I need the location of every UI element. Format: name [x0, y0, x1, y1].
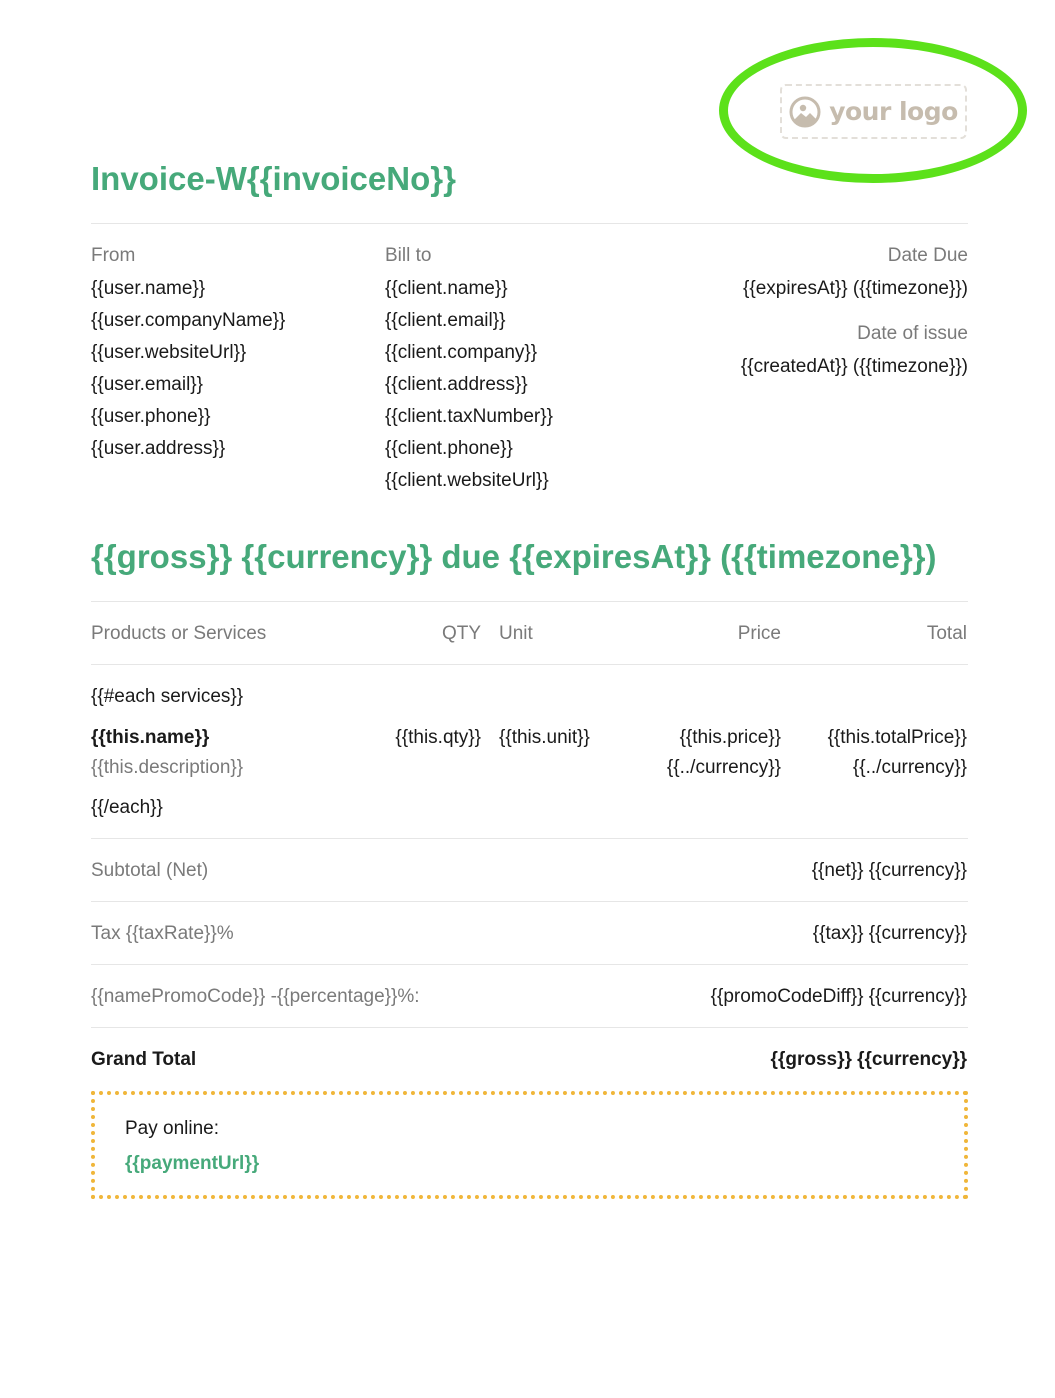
tax-label: Tax {{taxRate}}% — [91, 923, 234, 944]
date-due-label: Date Due — [887, 245, 968, 266]
from-line: {{user.email}} — [91, 374, 203, 395]
bill-to-line: {{client.name}} — [385, 278, 508, 299]
logo-text: your logo — [829, 97, 958, 126]
from-line: {{user.address}} — [91, 438, 226, 459]
row-qty: {{this.qty}} — [395, 727, 481, 748]
pay-online-label: Pay online: — [125, 1118, 220, 1139]
divider — [91, 664, 968, 665]
col-header-product: Products or Services — [91, 623, 267, 644]
row-unit: {{this.unit}} — [499, 727, 590, 748]
from-line: {{user.companyName}} — [91, 310, 286, 331]
bill-to-line: {{client.taxNumber}} — [385, 406, 553, 427]
divider — [91, 901, 968, 902]
from-label: From — [91, 245, 136, 266]
from-line: {{user.websiteUrl}} — [91, 342, 247, 363]
image-placeholder-icon — [789, 96, 821, 128]
row-description: {{this.description}} — [91, 757, 244, 778]
col-header-qty: QTY — [441, 623, 481, 644]
bill-to-line: {{client.phone}} — [385, 438, 513, 459]
bill-to-line: {{client.email}} — [385, 310, 506, 331]
col-header-total: Total — [926, 623, 967, 644]
from-line: {{user.phone}} — [91, 406, 211, 427]
row-name: {{this.name}} — [91, 727, 210, 748]
date-issue-value: {{createdAt}} ({{timezone}}) — [740, 356, 968, 377]
each-open-tag: {{#each services}} — [91, 686, 244, 707]
date-due-value: {{expiresAt}} ({{timezone}}) — [743, 278, 968, 299]
each-close-tag: {{/each}} — [91, 797, 163, 818]
divider — [91, 223, 968, 224]
row-price: {{this.price}} — [679, 727, 781, 748]
divider — [91, 964, 968, 965]
amount-due-headline: {{gross}} {{currency}} due {{expiresAt}} ({{timezone}}) — [91, 538, 937, 575]
bill-to-line: {{client.address}} — [385, 374, 528, 395]
payment-url-link[interactable]: {{paymentUrl}} — [125, 1153, 260, 1174]
row-total-currency: {{../currency}} — [852, 757, 967, 778]
tax-value: {{tax}} {{currency}} — [812, 923, 967, 944]
promo-label: {{namePromoCode}} -{{percentage}}%: — [91, 986, 420, 1007]
divider — [91, 838, 968, 839]
logo-placeholder[interactable] — [780, 84, 967, 139]
bill-to-label: Bill to — [385, 245, 432, 266]
invoice-title: Invoice-W{{invoiceNo}} — [91, 160, 456, 197]
from-line: {{user.name}} — [91, 278, 206, 299]
pay-online-box — [91, 1091, 968, 1199]
col-header-price: Price — [737, 623, 781, 644]
row-price-currency: {{../currency}} — [666, 757, 781, 778]
bill-to-line: {{client.company}} — [385, 342, 538, 363]
bill-to-line: {{client.websiteUrl}} — [385, 470, 549, 491]
row-total: {{this.totalPrice}} — [827, 727, 967, 748]
subtotal-label: Subtotal (Net) — [91, 860, 209, 881]
divider — [91, 601, 968, 602]
promo-value: {{promoCodeDiff}} {{currency}} — [710, 986, 967, 1007]
date-issue-label: Date of issue — [857, 323, 968, 344]
subtotal-value: {{net}} {{currency}} — [811, 860, 967, 881]
divider — [91, 1027, 968, 1028]
grand-total-value: {{gross}} {{currency}} — [770, 1049, 967, 1070]
grand-total-label: Grand Total — [91, 1049, 197, 1070]
col-header-unit: Unit — [499, 623, 533, 644]
